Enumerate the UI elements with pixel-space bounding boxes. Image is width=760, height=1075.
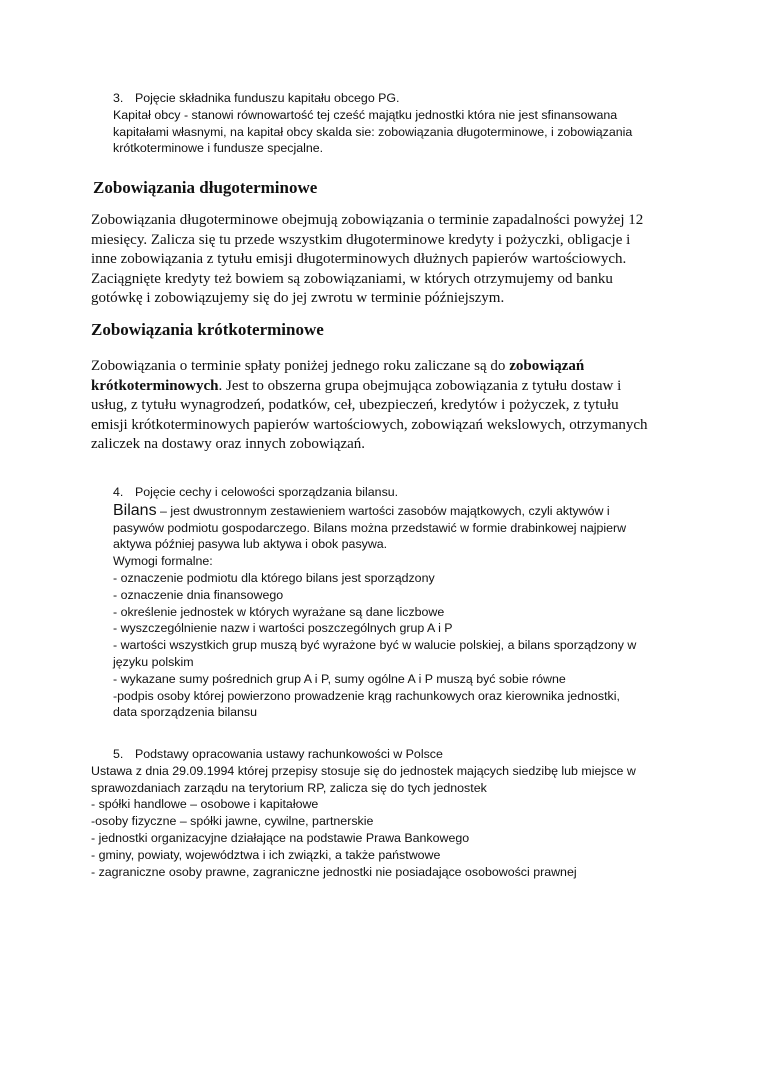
paragraph-longterm [91, 211, 643, 309]
paragraph-line: Kapitał obcy - stanowi równowartość tej cześć majątku jednostki która nie jest sfinansowana [113, 107, 618, 122]
paragraph-line: Wymogi formalne: [113, 554, 213, 569]
heading-longterm: Zobowiązania długoterminowe [93, 178, 318, 197]
paragraph-line: miesięcy. Zalicza się tu przede wszystkim długoterminowe kredyty i pożyczki, obligacje i [91, 231, 631, 248]
section-3 [113, 90, 632, 157]
list-item: - wyszczególnienie nazw i wartości poszczególnych grup A i P [113, 621, 453, 636]
section-5-heading: 5. Podstawy opracowania ustawy rachunkowości w Polsce [113, 747, 443, 761]
list-item: - wykazane sumy pośrednich grup A i P, sumy ogólne A i P muszą być sobie równe [113, 671, 566, 686]
section-5 [91, 746, 636, 880]
paragraph-line: krótkoterminowych. Jest to obszerna grupa obejmująca zobowiązania z tytułu dostaw i [91, 377, 622, 394]
bold-term: krótkoterminowych [91, 377, 219, 394]
paragraph-line: Zaciągnięte kredyty też bowiem są zobowiązaniami, w których otrzymujemy od banku [91, 270, 613, 287]
list-item: - określenie jednostek w których wyrażane są dane liczbowe [113, 604, 445, 619]
list-item: języku polskim [113, 654, 194, 669]
list-item: - jednostki organizacyjne działające na podstawie Prawa Bankowego [91, 830, 470, 845]
paragraph-line: Zobowiązania o terminie spłaty poniżej jednego roku zaliczane są do zobowiązań [91, 358, 585, 374]
paragraph-line: gotówkę i zobowiązujemy się do jej zwrotu w terminie późniejszym. [91, 290, 505, 307]
list-item: - oznaczenie dnia finansowego [113, 587, 284, 602]
list-item: -podpis osoby której powierzono prowadzenie krąg rachunkowych oraz kierownika jednostki, [113, 688, 620, 703]
section-4-heading: 4. Pojęcie cechy i celowości sporządzania bilansu. [113, 485, 399, 499]
list-item: data sporządzenia bilansu [113, 705, 257, 720]
list-item: - zagraniczne osoby prawne, zagraniczne jednostki nie posiadające osobowości prawnej [91, 864, 577, 879]
paragraph-line: Ustawa z dnia 29.09.1994 której przepisy stosuje się do jednostek mających siedzibę lub miejsce w [91, 763, 636, 778]
paragraph-line: aktywa później pasywa lub aktywa i obok pasywa. [113, 537, 388, 552]
bold-term: zobowiązań [509, 358, 585, 374]
list-item: - spółki handlowe – osobowe i kapitałowe [91, 797, 319, 812]
heading-shortterm: Zobowiązania krótkoterminowe [91, 320, 324, 339]
section-3-heading: 3. Pojęcie składnika funduszu kapitału obcego PG. [113, 91, 400, 105]
paragraph-line: Bilans – jest dwustronnym zestawieniem wartości zasobów majątkowych, czyli aktywów i [113, 501, 610, 519]
paragraph-line: sprawozdaniach zarządu na terytorium RP, zalicza się do tych jednostek [91, 780, 487, 795]
paragraph-shortterm [91, 357, 648, 455]
paragraph-line: usług, z tytułu wynagrodzeń, podatków, ceł, ubezpieczeń, kredytów i pożyczek, z tytułu [91, 397, 619, 414]
paragraph-line: zaliczek na dostawy oraz innych zobowiązań. [91, 436, 366, 453]
list-item: - wartości wszystkich grup muszą być wyrażone być w walucie polskiej, a bilans sporządzony w [113, 638, 637, 653]
list-item: - gminy, powiaty, województwa i ich związki, a także państwowe [91, 847, 441, 862]
list-item: - oznaczenie podmiotu dla którego bilans jest sporządzony [113, 570, 435, 585]
paragraph-line: kapitałami własnymi, na kapitał obcy skalda sie: zobowiązania długoterminowe, i zobowiązania [113, 124, 633, 139]
list-item: -osoby fizyczne – spółki jawne, cywilne, partnerskie [91, 814, 374, 829]
paragraph-line: krótkoterminowe i fundusze specjalne. [113, 141, 324, 156]
bilans-term: Bilans [113, 501, 157, 519]
paragraph-line: pasywów podmiotu gospodarczego. Bilans można przedstawić w formie drabinkowej najpierw [113, 520, 627, 535]
paragraph-line: emisji krótkoterminowych papierów wartościowych, zobowiązań wekslowych, otrzymanych [91, 416, 648, 433]
section-4 [113, 484, 636, 721]
paragraph-line: inne zobowiązania z tytułu emisji długoterminowych dłużnych papierów wartościowych. [91, 251, 627, 268]
paragraph-line: Zobowiązania długoterminowe obejmują zobowiązania o terminie zapadalności powyżej 12 [91, 212, 644, 228]
